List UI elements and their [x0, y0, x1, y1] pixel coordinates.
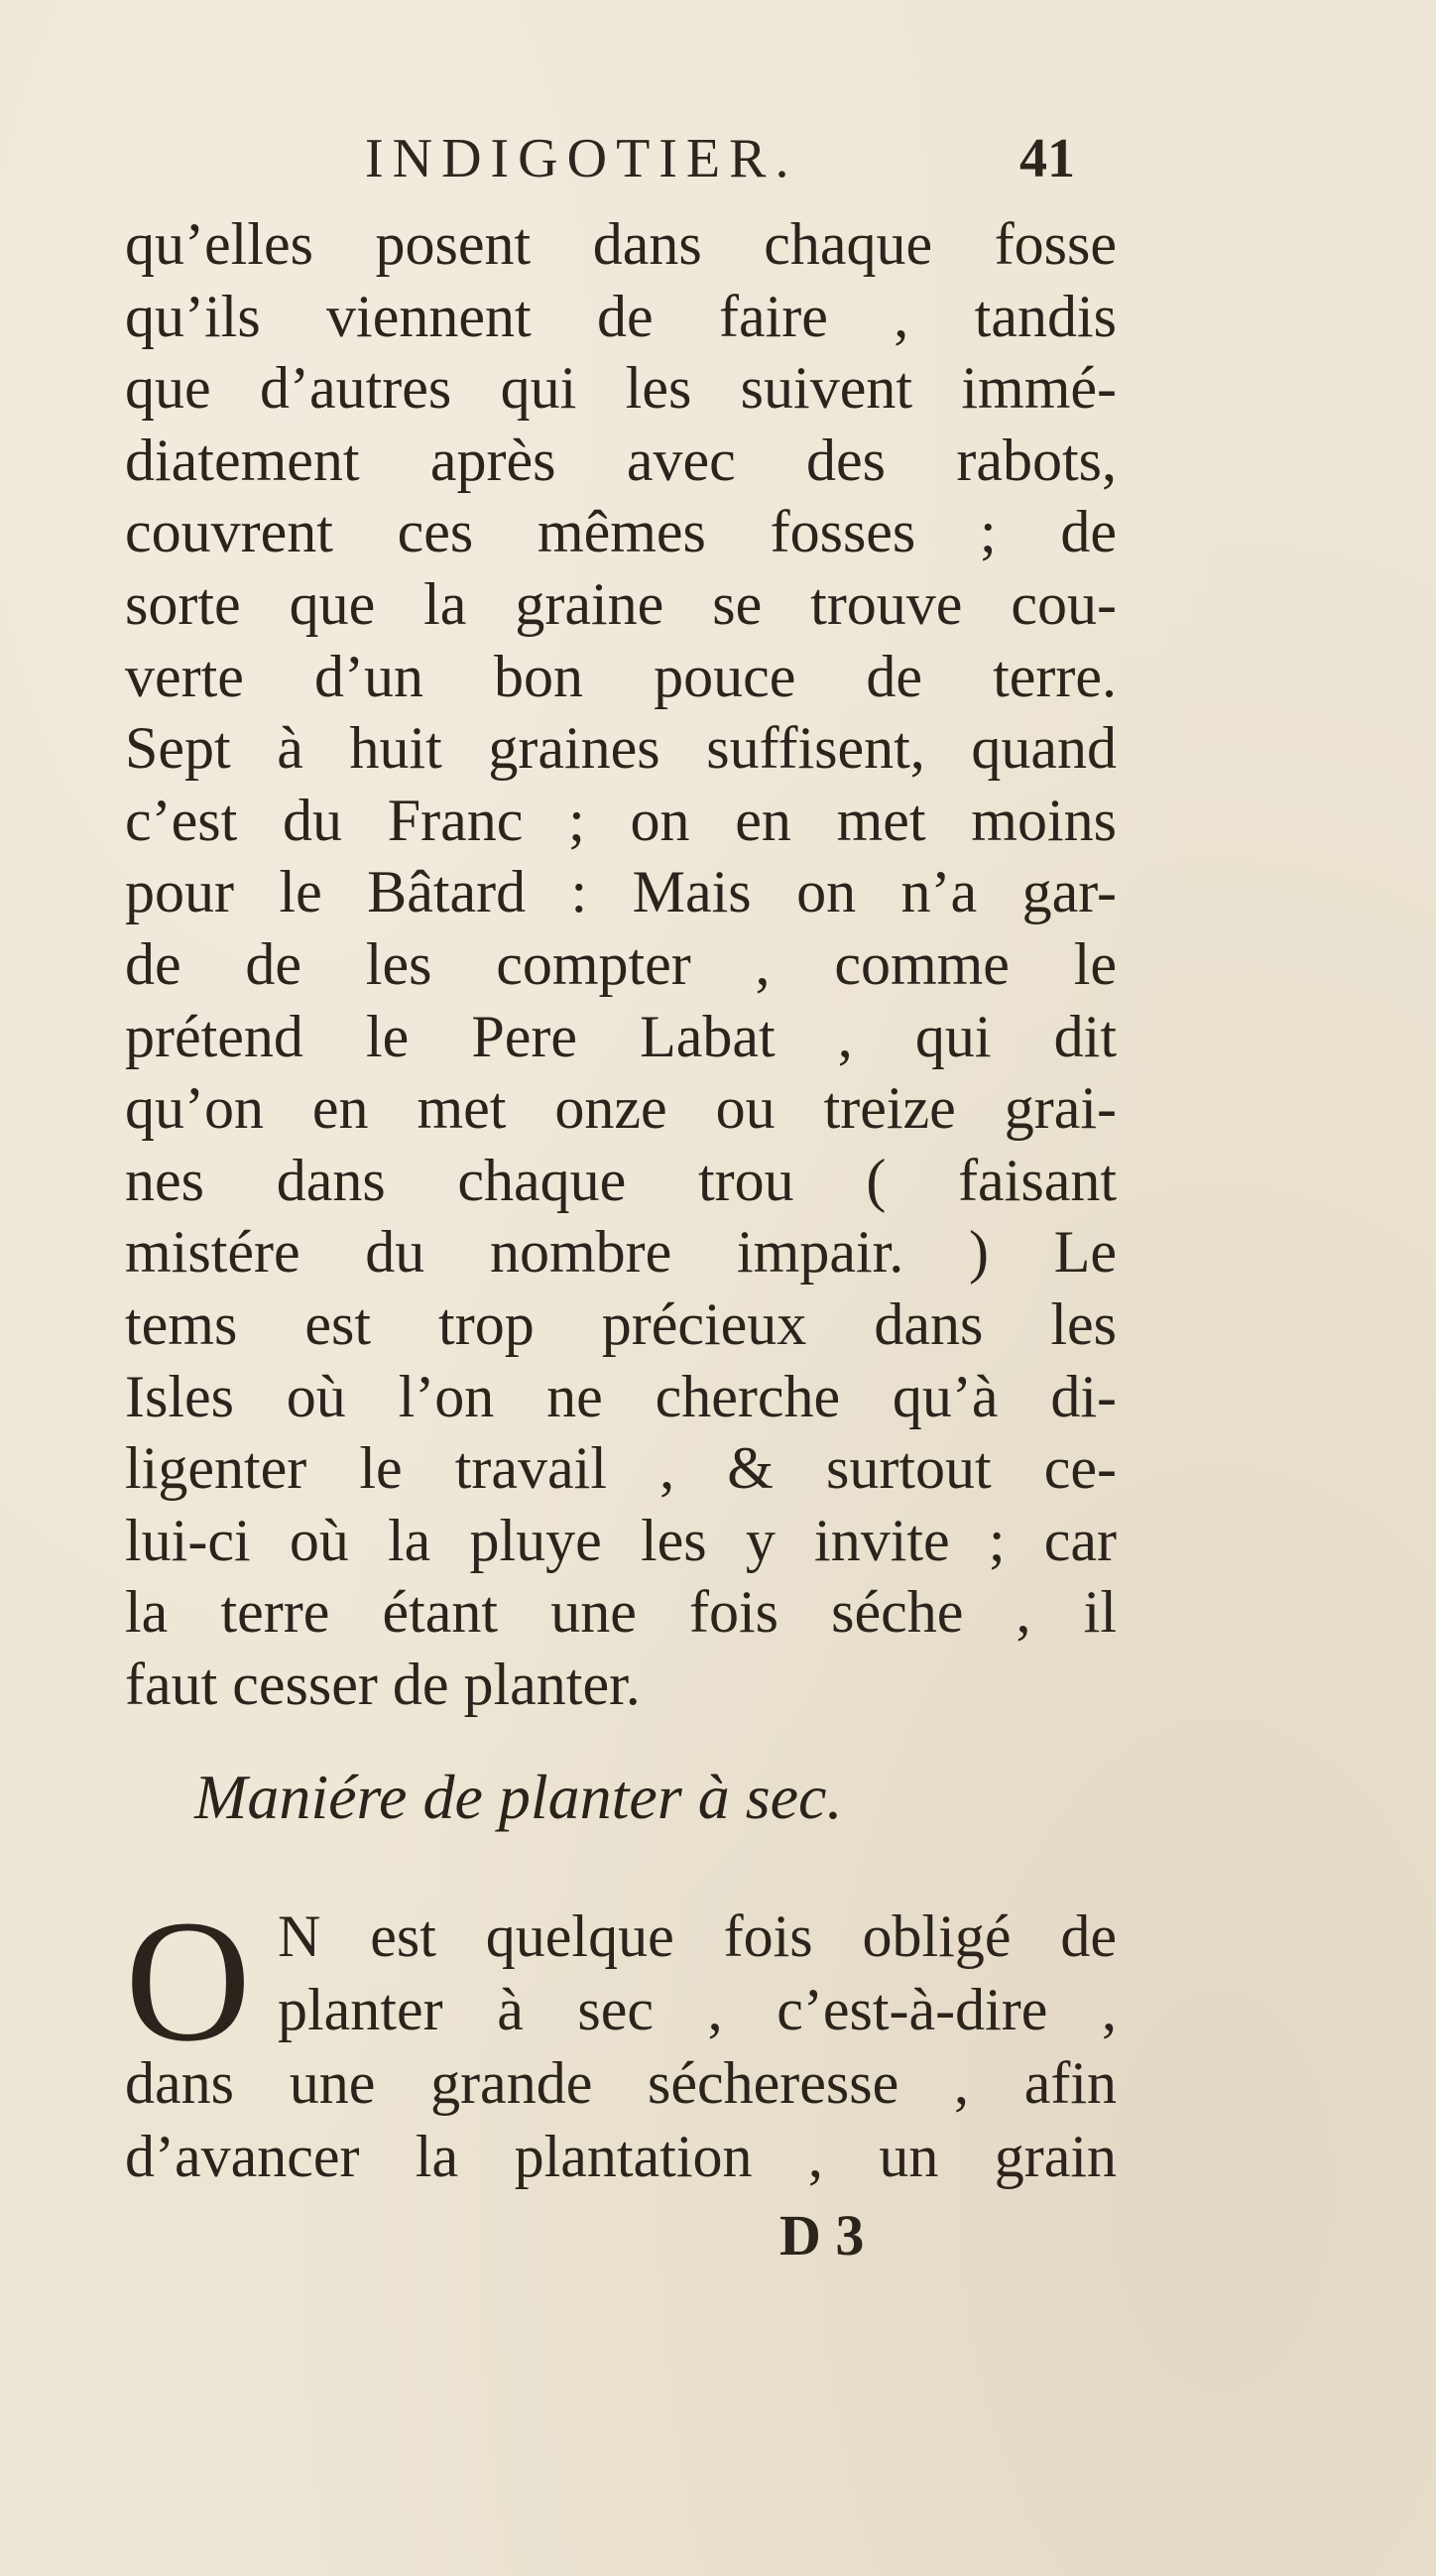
text-line: qu’on en met onze ou treize grai-: [125, 1075, 1117, 1142]
text-line: de de les compter , comme le: [125, 930, 1117, 997]
text-line: prétend le Pere Labat , qui dit: [125, 1003, 1117, 1069]
section-body: [125, 1885, 1117, 2193]
text-line: faut cesser de planter.: [125, 1651, 641, 1717]
text-line: que d’autres qui les suivent immé-: [125, 355, 1117, 422]
page-number: 41: [1019, 128, 1075, 189]
text-line: Sept à huit graines suffisent, quand: [125, 715, 1117, 782]
text-line: N est quelque fois obligé de: [278, 1903, 1117, 1969]
text-line: qu’elles posent dans chaque fosse: [125, 211, 1117, 277]
text-line: couvrent ces mêmes fosses ; de: [125, 499, 1117, 565]
text-line: lui-ci où la pluye les y invite ; car: [125, 1507, 1117, 1573]
text-line: pour le Bâtard : Mais on n’a gar-: [125, 859, 1117, 925]
section-title: Maniére de planter à sec.: [194, 1762, 843, 1832]
text-line: Isles où l’on ne cherche qu’à di-: [125, 1363, 1117, 1429]
text-line: mistére du nombre impair. ) Le: [125, 1219, 1117, 1286]
body-text: [125, 208, 1117, 1720]
text-line: planter à sec , c’est-à-dire ,: [278, 1977, 1117, 2042]
text-line: ligenter le travail , & surtout ce-: [125, 1435, 1117, 1502]
signature-mark: D 3: [779, 2203, 865, 2268]
drop-cap: O: [125, 1885, 252, 2078]
running-head: INDIGOTIER.: [365, 128, 798, 189]
text-line: d’avancer la plantation , un grain: [125, 2124, 1117, 2189]
text-line: c’est du Franc ; on en met moins: [125, 787, 1117, 853]
text-line: diatement après avec des rabots,: [125, 427, 1117, 493]
text-line: verte d’un bon pouce de terre.: [125, 643, 1117, 709]
text-line: qu’ils viennent de faire , tandis: [125, 283, 1117, 349]
text-line: la terre étant une fois séche , il: [125, 1579, 1117, 1646]
text-line: sorte que la graine se trouve cou-: [125, 570, 1117, 637]
page-header: [0, 127, 1436, 206]
text-line: dans une grande sécheresse , afin: [125, 2050, 1117, 2116]
text-line: nes dans chaque trou ( faisant: [125, 1147, 1117, 1213]
text-line: tems est trop précieux dans les: [125, 1290, 1117, 1357]
